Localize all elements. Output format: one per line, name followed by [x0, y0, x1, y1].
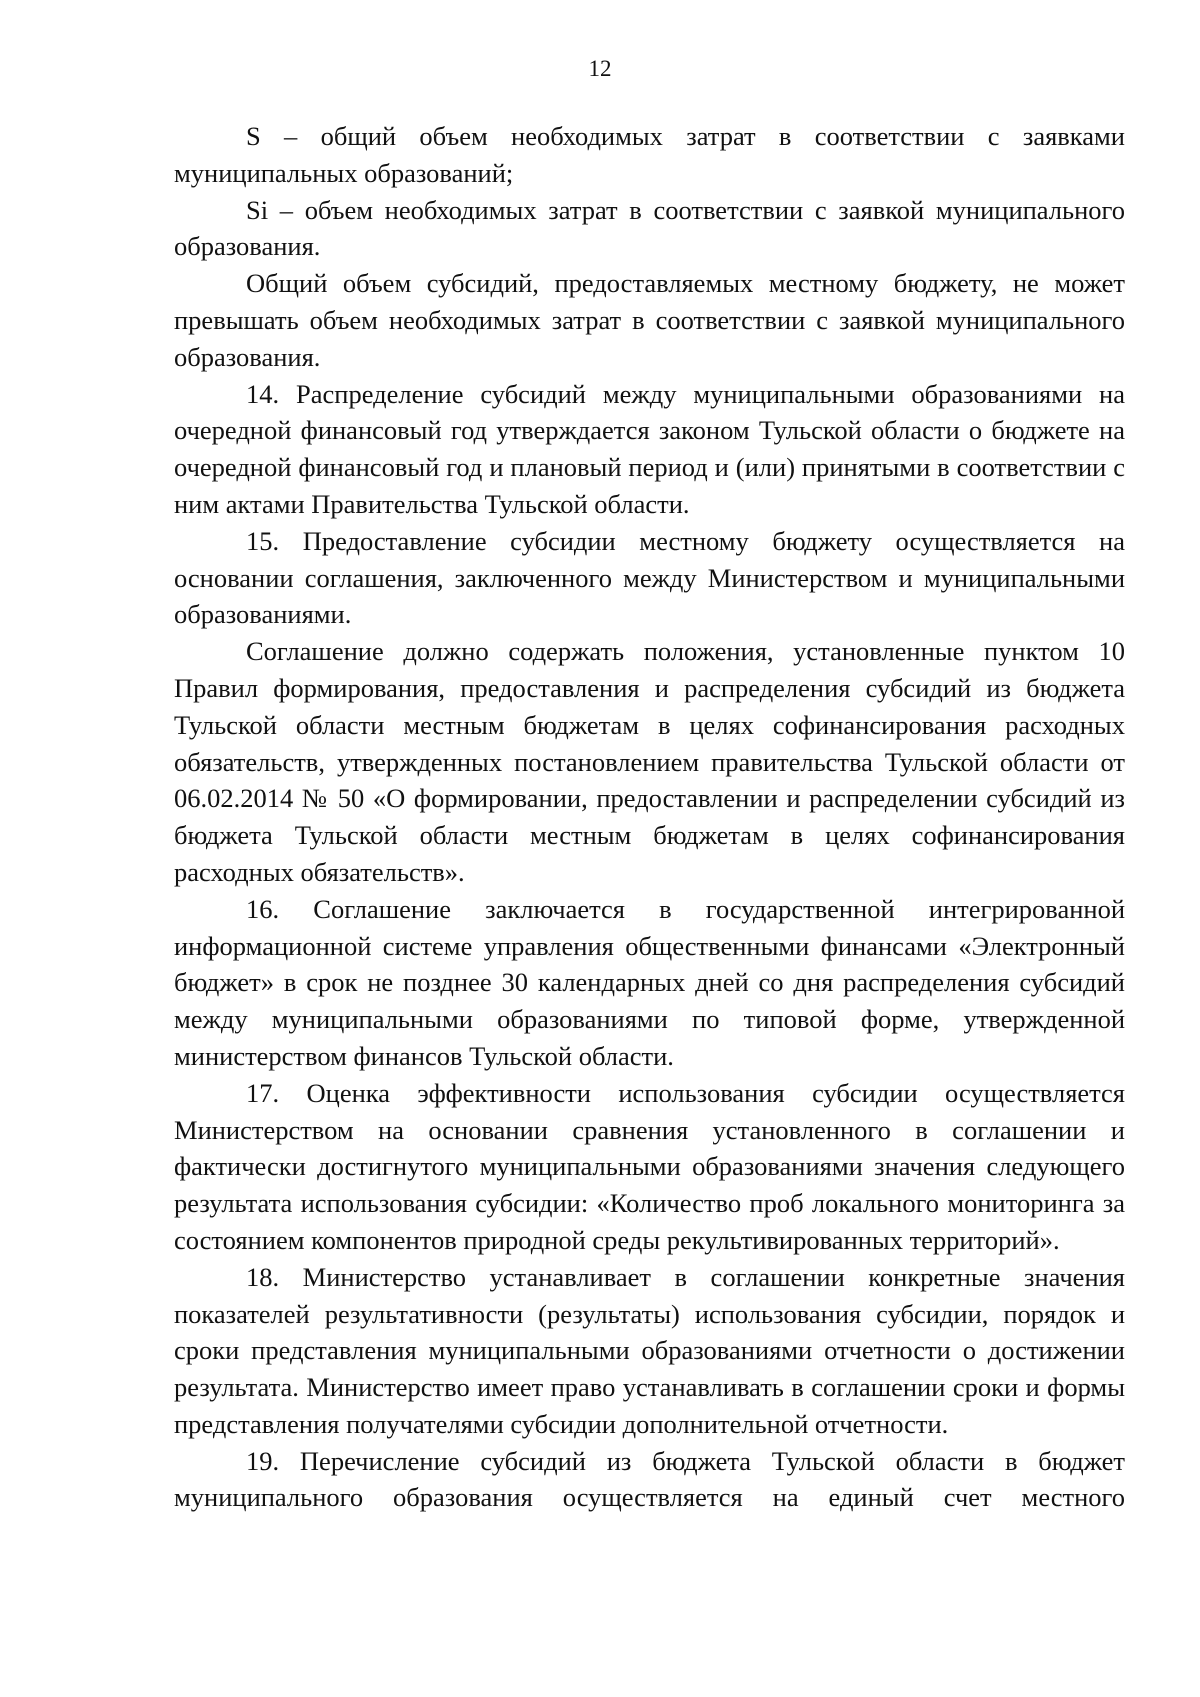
paragraph-agreement-provisions: Соглашение должно содержать положения, установленные пунктом 10 Правил формирования, предоставления и распределения субсидий из бюджета Тульской области местным бюджетам в целях софинансирования расходных обязательств, утвержденных постановлением правительства Тульской области от 06.02.2014 № 50 «О формировании, предоставлении и распределении субсидий из бюджета Тульской области местным бюджетам в целях софинансирования расходных обязательств». [174, 636, 1125, 887]
paragraph-clause-16: 16. Соглашение заключается в государственной интегрированной информационной системе управления общественными финансами «Электронный бюджет» в срок не позднее 30 календарных дней со дня распределения субсидий между муниципальными образованиями по типовой форме, утвержденной министерством финансов Тульской области. [174, 893, 1125, 1071]
paragraph-clause-17: 17. Оценка эффективности использования субсидии осуществляется Министерством на основании сравнения установленного в соглашении и фактически достигнутого муниципальными образованиями значения следующего результата использования субсидии: «Количество проб локального мониторинга за состоянием компонентов природной среды рекультивированных территорий». [174, 1077, 1125, 1255]
page-number: 12 [588, 56, 612, 81]
paragraph-si-definition: Si – объем необходимых затрат в соответствии с заявкой муниципального образования. [174, 194, 1125, 262]
paragraph-subsidy-limit: Общий объем субсидий, предоставляемых местному бюджету, не может превышать объем необходимых затрат в соответствии с заявкой муниципального образования. [174, 268, 1125, 372]
paragraph-s-definition: S – общий объем необходимых затрат в соответствии с заявками муниципальных образований; [174, 121, 1125, 188]
paragraph-clause-15: 15. Предоставление субсидии местному бюджету осуществляется на основании соглашения, заключенного между Министерством и муниципальными образованиями. [174, 525, 1125, 630]
paragraph-clause-14: 14. Распределение субсидий между муниципальными образованиями на очередной финансовый год утверждается законом Тульской области о бюджете на очередной финансовый год и плановый период и (или) принятыми в соответствии с ним актами Правительства Тульской области. [174, 378, 1125, 519]
document-body [174, 118, 1125, 1516]
paragraph-clause-18: 18. Министерство устанавливает в соглашении конкретные значения показателей результативности (результаты) использования субсидии, порядок и сроки представления муниципальными образованиями отчетности о достижении результата. Министерство имеет право устанавливать в соглашении сроки и формы представления получателями субсидии дополнительной отчетности. [174, 1261, 1125, 1439]
paragraph-clause-19: 19. Перечисление субсидий из бюджета Тульской области в бюджет муниципального образования осуществляется на единый счет местного [174, 1445, 1125, 1513]
